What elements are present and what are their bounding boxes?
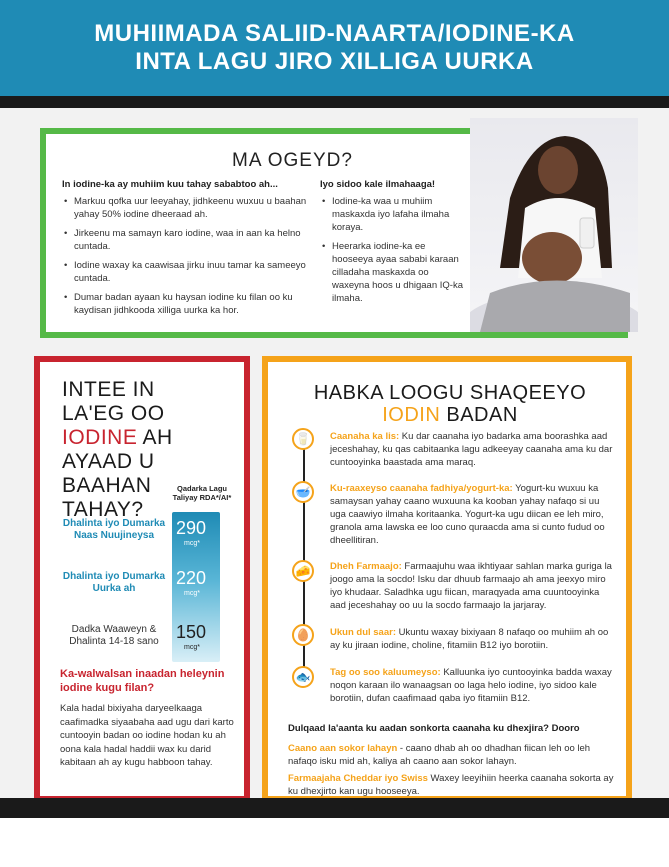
ways-title — [300, 382, 600, 426]
rda-label-adults: Dadka Waaweyn & Dhalinta 14-18 sano — [69, 624, 159, 647]
baby-iodine-list — [320, 195, 465, 305]
tip-fish — [330, 666, 615, 705]
rda-unit-pregnant: mcg* — [184, 590, 200, 597]
lactose-free-milk-tip — [288, 742, 618, 768]
list-item: • Jirkeenu ma samayn karo iodine, waa in aan ka helno cuntada. — [62, 227, 332, 253]
question-line: INTEE IN — [62, 378, 155, 401]
tip-text: Ku dar caanaha iyo badarka ama boorashka aad jeceshahay, ku qas cabitaanka lagu adkeeyay caanaha ama ku dar cuntooyinka baastada ama maraq. — [330, 431, 613, 468]
rda-value-nursing: 290 — [176, 518, 207, 538]
ways-title-line2 — [300, 404, 600, 426]
tip-title: Caano aan sokor lahayn — [288, 743, 398, 754]
tip-text: Waxey leeyihiin heerka caanaha sokorta ay ku dhexjirto kan ugu hooseeya. — [288, 773, 614, 797]
footer-strip — [0, 798, 669, 818]
ways-title-fragment: BADAN — [440, 404, 518, 426]
cheddar-swiss-tip — [288, 772, 618, 798]
lactose-question: Dulqaad la'aanta ku aadan sonkorta caanaha ku dhexjira? Dooro — [288, 723, 580, 734]
why-iodine-intro: In iodine-ka ay muhiim kuu tahay sababtoo ah... — [62, 179, 278, 190]
question-line: AYAAD U — [62, 450, 155, 473]
why-iodine-section — [62, 178, 332, 323]
rda-label-nursing: Dhalinta iyo Dumarka Naas Nuujineysa — [62, 518, 166, 541]
iodine-highlight: IODINE — [62, 426, 138, 449]
list-item: • Markuu qofka uur leeyahay, jidhkeenu wuxuu u baahan yahay 50% iodine dheeraad ah. — [62, 195, 332, 221]
how-much-question — [62, 378, 182, 522]
why-iodine-list — [62, 195, 332, 317]
rda-value-adults: 150 — [176, 622, 207, 642]
pregnant-woman-photo — [470, 118, 638, 332]
did-you-know-title: MA OGEYD? — [232, 150, 353, 171]
page-header — [0, 0, 669, 96]
tip-title: Farmaajaha Cheddar iyo Swiss — [288, 773, 428, 784]
egg-icon: 🥚 — [292, 624, 314, 646]
rda-unit-nursing: mcg* — [184, 540, 200, 547]
cheese-icon: 🧀 — [292, 560, 314, 582]
list-item: • Iodine-ka waa u muhiim maskaxda iyo lafaha ilmaha koraya. — [320, 195, 465, 234]
ways-title-line1: HABKA LOOGU SHAQEEYO — [313, 382, 587, 404]
list-item: • Iodine waxay ka caawisaa jirku inuu tamar ka sameeyo cuntada. — [62, 259, 332, 285]
list-item: • Dumar badan ayaan ku haysan iodine ku filan oo ku kaydisan jidhkooda xilliga uurka ka hor. — [62, 291, 332, 317]
worried-subhead: Ka-walwalsan inaadan heleynin iodine kugu filan? — [60, 668, 225, 694]
question-line: BAAHAN — [62, 474, 152, 497]
rda-label-pregnant: Dhalinta iyo Dumarka Uurka ah — [62, 571, 166, 594]
tip-egg — [330, 626, 615, 652]
list-item: • Heerarka iodine-ka ee hooseeya ayaa sababi karaan cilladaha maskaxda oo waxeyna hoos u dhigaan IQ-ka ilmaha. — [320, 240, 465, 305]
tip-text: Farmaajuhu waa ikhtiyaar sahlan marka guriga la joogo ama la socdo! Isku dar dhuub farmaajo ah ama jeexyo miro iyo khudaar. Saladhka ugu fiican, maraqyada ama cuuntooyinka aad jeceshahay oo uu la socdo farmaajo la jarjaray. — [330, 561, 612, 611]
rda-unit-adults: mcg* — [184, 644, 200, 651]
tip-text: Kalluunka iyo cuntooyinka badda waxay noqon karaan ilo wanaagsan oo laga helo iodine, iyo sidoo kale borotiin, dufan caafimaad qaba iyo fitamiin B12. — [330, 667, 612, 704]
yogurt-cup-icon: 🥣 — [292, 481, 314, 503]
tip-yogurt — [330, 482, 615, 547]
question-line: TAHAY? — [62, 498, 144, 521]
header-title-line2: INTA LAGU JIRO XILLIGA UURKA — [135, 48, 534, 75]
worried-body: Kala hadal bixiyaha daryeelkaaga caafimadka siyaabaha aad ugu dari karto cuntooyin badan oo iodine hodan ku ah oona kala hadal haddii wax ku darid kabitaan ah ay kugu habboon tahay. — [60, 703, 234, 768]
milk-bottle-icon: 🥛 — [292, 428, 314, 450]
baby-iodine-intro: Iyo sidoo kale ilmahaaga! — [320, 179, 436, 190]
tip-title: Tag oo soo kaluumeyso: — [330, 667, 441, 678]
tip-milk — [330, 430, 615, 469]
baby-iodine-section — [320, 178, 465, 311]
header-title-line1: MUHIIMADA SALIID-NAARTA/IODINE-KA — [94, 20, 575, 47]
rda-header: Qadarka Lagu Taliyay RDA*/AI* — [172, 484, 232, 502]
question-fragment: AH — [137, 426, 173, 449]
rda-value-pregnant: 220 — [176, 568, 207, 588]
fish-icon: 🐟 — [292, 666, 314, 688]
tip-title: Dheh Farmaajo: — [330, 561, 402, 572]
footer — [0, 798, 669, 867]
tip-text: Ukuntu waxay bixiyaan 8 nafaqo oo muhiim ah oo ay ku jiraan iodine, choline, fitamiin B12 iyo borotiin. — [330, 627, 609, 651]
tip-text: Yogurt-ku wuxuu ka samaysan yahay caano wuxuuna ka kooban yahay nafaqo si uu uga caawiyo ilmaha koritaanka. Yogurt-ka ugu diican ee leh miro, granola ama lawska ee loo cuno quraacda ama si cunto fudud oo dheellitiran. — [330, 483, 605, 546]
question-line: LA'EG OO — [62, 402, 165, 425]
header-divider — [0, 96, 669, 108]
tip-title: Ku-raaxeyso caanaha fadhiya/yogurt-ka: — [330, 483, 513, 494]
tip-title: Ukun dul saar: — [330, 627, 396, 638]
tip-cheese — [330, 560, 615, 612]
question-line — [62, 426, 182, 450]
tip-text: - caano dhab ah oo dhadhan fiican leh oo leh nafaqo isku mid ah, kaliya ah caano aan sokor lahayn. — [288, 743, 591, 767]
iodin-highlight: IODIN — [382, 404, 441, 426]
tip-title: Caanaha ka lis: — [330, 431, 400, 442]
